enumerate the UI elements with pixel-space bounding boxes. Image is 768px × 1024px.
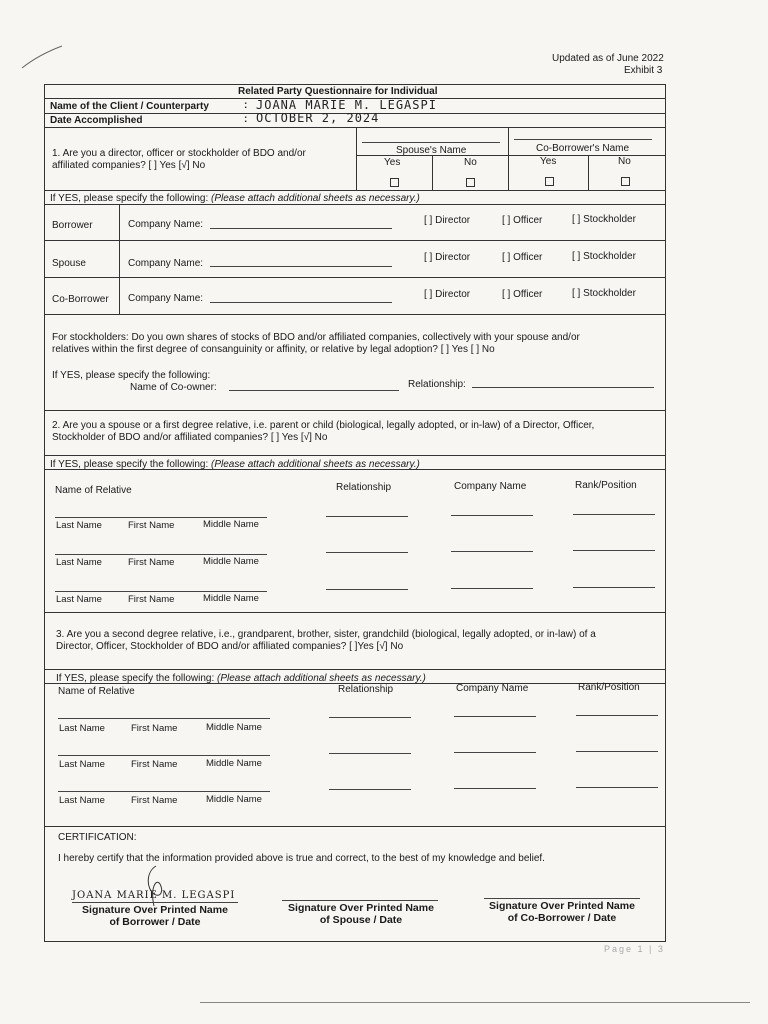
q2-r2-rank-field[interactable] bbox=[573, 550, 655, 551]
q2-r2-middle: Middle Name bbox=[203, 556, 259, 567]
q2-relative-2-name-field[interactable] bbox=[55, 554, 267, 555]
client-colon-2: : bbox=[244, 114, 248, 125]
spouse-director[interactable]: [ ] Director bbox=[424, 252, 471, 263]
coborrower-company-field[interactable] bbox=[210, 302, 392, 303]
q2-rank-header: Rank/Position bbox=[575, 480, 637, 491]
spouse-name-header: Spouse's Name bbox=[396, 145, 467, 156]
q2-r1-last: Last Name bbox=[56, 520, 102, 531]
q2-line1: 2. Are you a spouse or a first degree relative, i.e. parent or child (biological, legally adopted, or in-law) of a Director, Officer, bbox=[52, 420, 595, 431]
pen-mark bbox=[20, 44, 64, 70]
q2-relative-1-name-field[interactable] bbox=[55, 517, 267, 518]
spouse-yes-label: Yes bbox=[384, 157, 401, 168]
q3-r2-company-field[interactable] bbox=[454, 752, 536, 753]
q3-name-of-relative: Name of Relative bbox=[58, 686, 135, 697]
q3-r2-last: Last Name bbox=[59, 759, 105, 770]
q2-relationship-header: Relationship bbox=[336, 482, 392, 493]
q3-rank-header: Rank/Position bbox=[578, 682, 640, 693]
q2-r2-relationship-field[interactable] bbox=[326, 552, 408, 553]
q2-r2-first: First Name bbox=[128, 557, 175, 568]
sig2-line1: Signature Over Printed Name bbox=[288, 902, 434, 914]
q2-r3-middle: Middle Name bbox=[203, 593, 259, 604]
coborrower-officer[interactable]: [ ] Officer bbox=[502, 289, 543, 300]
q3-line2: Director, Officer, Stockholder of BDO and/or affiliated companies? [ ]Yes [√] No bbox=[56, 641, 404, 652]
q3-r1-company-field[interactable] bbox=[454, 716, 536, 717]
sig2-line2: of Spouse / Date bbox=[319, 914, 403, 926]
q3-r3-rank-field[interactable] bbox=[576, 787, 658, 788]
q3-r2-middle: Middle Name bbox=[206, 758, 262, 769]
q3-relative-3-name-field[interactable] bbox=[58, 791, 270, 792]
q3-ifyes: If YES, please specify the following: (Please attach additional sheets as necessary.) bbox=[56, 673, 426, 684]
q3-r3-last: Last Name bbox=[59, 795, 105, 806]
stockholders-ifyes: If YES, please specify the following: bbox=[52, 370, 211, 381]
spouse-no-checkbox[interactable] bbox=[466, 178, 475, 187]
q3-relative-2-name-field[interactable] bbox=[58, 755, 270, 756]
spouse-officer[interactable]: [ ] Officer bbox=[502, 252, 543, 263]
exhibit-label: Exhibit 3 bbox=[624, 65, 663, 76]
q2-r1-first: First Name bbox=[128, 520, 175, 531]
q2-r3-last: Last Name bbox=[56, 594, 102, 605]
row-borrower-label: Borrower bbox=[52, 220, 93, 231]
date-accomplished-value[interactable]: OCTOBER 2, 2024 bbox=[256, 111, 380, 125]
certification-text: I hereby certify that the information provided above is true and correct, to the best of my knowledge and belief. bbox=[58, 853, 545, 864]
q3-relative-1-name-field[interactable] bbox=[58, 718, 270, 719]
spouse-stockholder[interactable]: [ ] Stockholder bbox=[572, 251, 636, 262]
q2-r1-company-field[interactable] bbox=[451, 515, 533, 516]
q3-company-header: Company Name bbox=[456, 683, 529, 694]
q2-r3-first: First Name bbox=[128, 594, 175, 605]
q2-r2-company-field[interactable] bbox=[451, 551, 533, 552]
q1-line2: affiliated companies? [ ] Yes [√] No bbox=[52, 160, 206, 171]
q2-relative-3-name-field[interactable] bbox=[55, 591, 267, 592]
q3-r2-relationship-field[interactable] bbox=[329, 753, 411, 754]
coowner-relationship-field[interactable] bbox=[472, 387, 654, 388]
coborrower-no-checkbox[interactable] bbox=[621, 177, 630, 186]
q2-ifyes: If YES, please specify the following: (Please attach additional sheets as necessary.) bbox=[50, 459, 420, 470]
q2-r2-last: Last Name bbox=[56, 557, 102, 568]
q3-r1-last: Last Name bbox=[59, 723, 105, 734]
spouse-company-label: Company Name: bbox=[128, 258, 204, 269]
coborrower-yes-label: Yes bbox=[540, 156, 557, 167]
coborrower-signature-line[interactable] bbox=[484, 898, 640, 899]
borrower-stockholder[interactable]: [ ] Stockholder bbox=[572, 214, 636, 225]
borrower-director[interactable]: [ ] Director bbox=[424, 215, 471, 226]
row-spouse-label: Spouse bbox=[52, 258, 86, 269]
updated-date: Updated as of June 2022 bbox=[552, 53, 664, 64]
q2-r3-rank-field[interactable] bbox=[573, 587, 655, 588]
q3-r1-middle: Middle Name bbox=[206, 722, 262, 733]
q3-r2-first: First Name bbox=[131, 759, 178, 770]
coborrower-name-header: Co-Borrower's Name bbox=[536, 143, 630, 154]
form-title: Related Party Questionnaire for Individual bbox=[238, 86, 438, 97]
stockholders-line1: For stockholders: Do you own shares of stocks of BDO and/or affiliated companies, collectively with your spouse and/or bbox=[52, 332, 580, 343]
coowner-relationship-label: Relationship: bbox=[408, 379, 466, 390]
date-accomplished-label: Date Accomplished bbox=[50, 115, 143, 126]
borrower-company-field[interactable] bbox=[210, 228, 392, 229]
q3-r1-rank-field[interactable] bbox=[576, 715, 658, 716]
q3-relationship-header: Relationship bbox=[338, 684, 394, 695]
q2-company-header: Company Name bbox=[454, 481, 527, 492]
sig3-line2: of Co-Borrower / Date bbox=[507, 912, 617, 924]
sig1-line2: of Borrower / Date bbox=[109, 916, 201, 928]
q2-r3-company-field[interactable] bbox=[451, 588, 533, 589]
q3-r3-middle: Middle Name bbox=[206, 794, 262, 805]
spouse-signature-line[interactable] bbox=[282, 900, 438, 901]
page-number: Page 1 | 3 bbox=[604, 944, 665, 954]
client-name-value[interactable]: JOANA MARIE M. LEGASPI bbox=[256, 98, 437, 112]
coborrower-stockholder[interactable]: [ ] Stockholder bbox=[572, 288, 636, 299]
client-name-label: Name of the Client / Counterparty bbox=[50, 101, 209, 112]
q3-line1: 3. Are you a second degree relative, i.e., grandparent, brother, sister, grandchild (biological, legally adopted, or in-law) of a bbox=[56, 629, 596, 640]
certification-title: CERTIFICATION: bbox=[58, 832, 137, 843]
q2-name-of-relative: Name of Relative bbox=[55, 485, 132, 496]
q3-r3-relationship-field[interactable] bbox=[329, 789, 411, 790]
q2-r1-rank-field[interactable] bbox=[573, 514, 655, 515]
spouse-no-label: No bbox=[464, 157, 477, 168]
q3-r1-first: First Name bbox=[131, 723, 178, 734]
coborrower-yes-checkbox[interactable] bbox=[545, 177, 554, 186]
q1-ifyes: If YES, please specify the following: (Please attach additional sheets as necessary.) bbox=[50, 193, 420, 204]
spouse-company-field[interactable] bbox=[210, 266, 392, 267]
borrower-signature-name[interactable]: JOANA MARIE M. LEGASPI bbox=[72, 890, 236, 901]
coowner-field[interactable] bbox=[229, 390, 399, 391]
q2-r1-middle: Middle Name bbox=[203, 519, 259, 530]
q2-line2: Stockholder of BDO and/or affiliated companies? [ ] Yes [√] No bbox=[52, 432, 328, 443]
borrower-signature-line[interactable] bbox=[72, 902, 238, 903]
borrower-officer[interactable]: [ ] Officer bbox=[502, 215, 543, 226]
coborrower-director[interactable]: [ ] Director bbox=[424, 289, 471, 300]
sig1-line1: Signature Over Printed Name bbox=[82, 904, 228, 916]
spouse-yes-checkbox[interactable] bbox=[390, 178, 399, 187]
row-coborrower-label: Co-Borrower bbox=[52, 294, 109, 305]
q3-r1-relationship-field[interactable] bbox=[329, 717, 411, 718]
coowner-label: Name of Co-owner: bbox=[130, 382, 217, 393]
form-frame bbox=[44, 84, 666, 942]
q3-r3-first: First Name bbox=[131, 795, 178, 806]
borrower-company-label: Company Name: bbox=[128, 219, 204, 230]
coborrower-no-label: No bbox=[618, 156, 631, 167]
q2-r3-relationship-field[interactable] bbox=[326, 589, 408, 590]
coborrower-company-label: Company Name: bbox=[128, 293, 204, 304]
q3-r2-rank-field[interactable] bbox=[576, 751, 658, 752]
q1-line1: 1. Are you a director, officer or stockholder of BDO and/or bbox=[52, 148, 306, 159]
client-colon-1: : bbox=[244, 100, 248, 111]
sig3-line1: Signature Over Printed Name bbox=[489, 900, 635, 912]
stockholders-line2: relatives within the first degree of consanguinity or affinity, or relative by legal adoption? [ ] Yes [ ] No bbox=[52, 344, 495, 355]
q3-r3-company-field[interactable] bbox=[454, 788, 536, 789]
q2-r1-relationship-field[interactable] bbox=[326, 516, 408, 517]
